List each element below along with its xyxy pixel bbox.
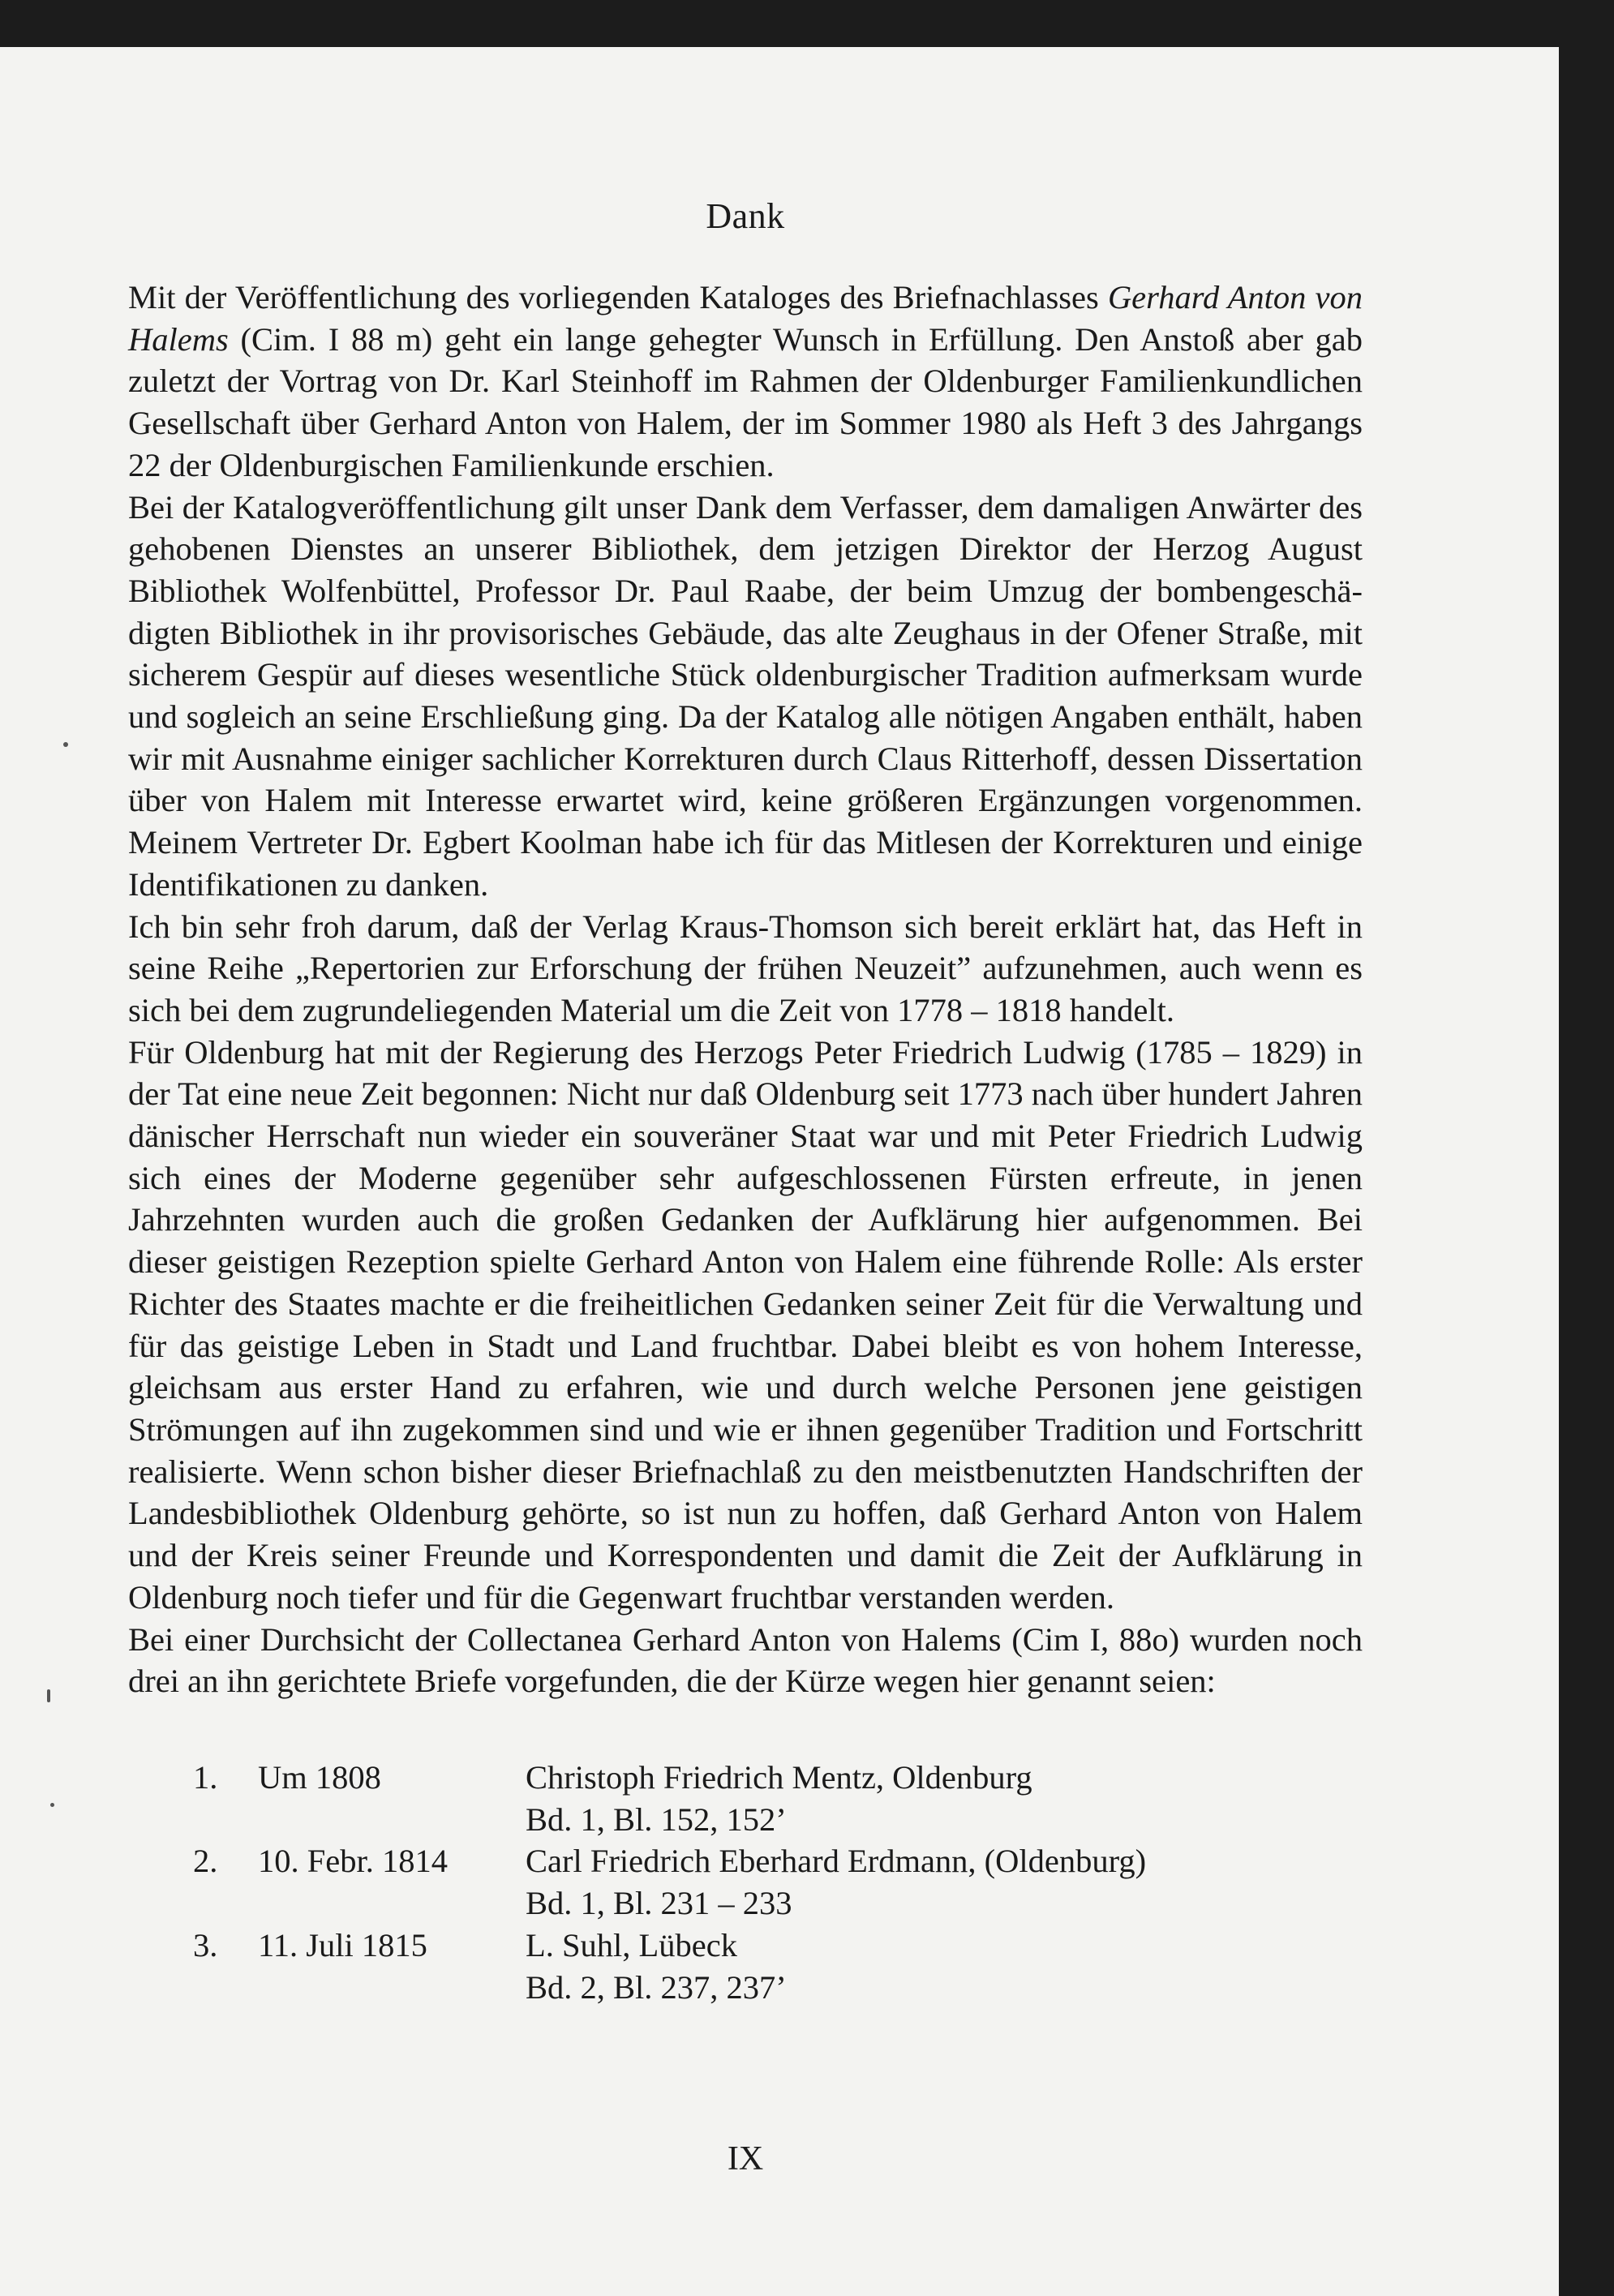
- paragraph: Ich bin sehr froh darum, daß der Verlag Kraus-Thomson sich bereit erklärt hat, das Heft in seine Reihe „Repertorien zur Erforschung der frühen Neuzeit” aufzunehmen, auch wenn es sich bei dem zugrundeliegenden Material um die Zeit von 1778 – 1818 handelt.: [128, 908, 1363, 1028]
- scan-speck: [63, 742, 68, 747]
- item-reference: Bd. 1, Bl. 152, 152’: [526, 1800, 787, 1838]
- paragraph: Für Oldenburg hat mit der Regierung des Herzogs Peter Friedrich Ludwig (1785 – 1829) in der Tat eine neue Zeit begonnen: Nicht nur daß Oldenburg seit 1773 nach über hundert Jahren dänischer Herrschaft nun wieder ein souveräner Staat war und mit Peter Friedrich Ludwig sich eines der Moderne gegenüber sehr aufgeschlossenen Fürsten erfreute, in jenen Jahrzehnten wurden auch die großen Gedanken der Aufklärung hier aufgenommen. Bei dieser geistigen Rezeption spielte Gerhard Anton von Halem eine führende Rolle: Als erster Richter des Staates machte er die freiheitlichen Gedanken seiner Zeit für die Verwaltung und für das geistige Leben in Stadt und Land fruchtbar. Dabei bleibt es von hohem Interesse, gleichsam aus erster Hand zu erfahren, wie und durch welche Personen jene geistigen Strömungen auf ihn zugekommen sind und wie er ihnen gegenüber Tradition und Fortschritt realisierte. Wenn schon bisher dieser Briefnachlaß zu den meistbenutzten Handschriften der Landesbibliothek Oldenburg gehörte, so ist nun zu hoffen, daß Gerhard Anton von Halem und der Kreis seiner Freunde und Korrespondenten und damit die Zeit der Aufklärung in Oldenburg noch tiefer und für die Gegenwart fruchtbar verstanden werden.: [128, 1033, 1363, 1616]
- document-page: [0, 47, 1559, 2296]
- page-title: Dank: [706, 196, 785, 236]
- emphasized-name: Gerhard Anton von Halems: [128, 279, 1363, 358]
- list-item: [128, 1925, 1363, 1967]
- item-sender: Christoph Friedrich Mentz, Oldenburg: [526, 1759, 1032, 1796]
- list-item-ref: [128, 1882, 1363, 1925]
- item-sender: L. Suhl, Lübeck: [526, 1926, 737, 1963]
- list-item-ref: [128, 1799, 1363, 1841]
- paragraph-intro: Mit der Veröffentlichung des vorliegenden Kataloges des Briefnachlasses Gerhard Anton von Halems (Cim. I 88 m) geht ein lange gehegter Wunsch in Erfüllung. Den Anstoß aber gab zuletzt der Vortrag von Dr. Karl Steinhoff im Rahmen der Oldenburger Familienkundlichen Gesellschaft über Gerhard Anton von Halem, der im Sommer 1980 als Heft 3 des Jahrgangs 22 der Oldenburgischen Familienkunde erschien.: [128, 279, 1363, 483]
- page-number: IX: [727, 2140, 764, 2178]
- list-item: [128, 1840, 1363, 1882]
- letters-list: [128, 1757, 1363, 2008]
- item-date: Um 1808: [258, 1759, 381, 1796]
- list-item: [128, 1757, 1363, 1799]
- body-text: [128, 277, 1363, 1702]
- item-date: 10. Febr. 1814: [258, 1843, 449, 1880]
- item-reference: Bd. 1, Bl. 231 – 233: [526, 1885, 792, 1922]
- scan-speck: [50, 1803, 54, 1807]
- item-date: 11. Juli 1815: [258, 1926, 427, 1963]
- paragraph: Bei einer Durchsicht der Collectanea Gerhard Anton von Halems (Cim I, 88o) wurden noch drei an ihn gerichtete Briefe vorgefunden, die der Kürze wegen hier genannt seien:: [128, 1620, 1363, 1700]
- item-number: 2.: [193, 1843, 218, 1880]
- item-number: 3.: [193, 1926, 218, 1963]
- item-reference: Bd. 2, Bl. 237, 237’: [526, 1968, 787, 2006]
- item-number: 1.: [193, 1759, 218, 1796]
- scan-speck: [47, 1689, 50, 1702]
- list-item-ref: [128, 1967, 1363, 2009]
- item-sender: Carl Friedrich Eberhard Erdmann, (Oldenburg): [526, 1843, 1147, 1880]
- paragraph: Bei der Katalogveröffentlichung gilt unser Dank dem Verfasser, dem damaligen Anwärter des gehobenen Dienstes an unserer Bibliothek, dem jetzigen Direktor der Herzog August Bibliothek Wolfenbüttel, Professor Dr. Paul Raabe, der beim Umzug der bombengeschädigten Bibliothek in ihr provisorisches Gebäude, das alte Zeughaus in der Ofener Straße, mit sicherem Gespür auf dieses wesentliche Stück oldenburgischer Tradition aufmerksam wurde und sogleich an seine Erschließung ging. Da der Katalog alle nötigen Angaben enthält, haben wir mit Ausnahme einiger sachlicher Korrekturen durch Claus Ritterhoff, dessen Dissertation über von Halem mit Interesse erwartet wird, keine größeren Ergänzungen vorgenommen. Meinem Vertreter Dr. Egbert Koolman habe ich für das Mitlesen der Korrekturen und einige Identifikationen zu danken.: [128, 488, 1363, 903]
